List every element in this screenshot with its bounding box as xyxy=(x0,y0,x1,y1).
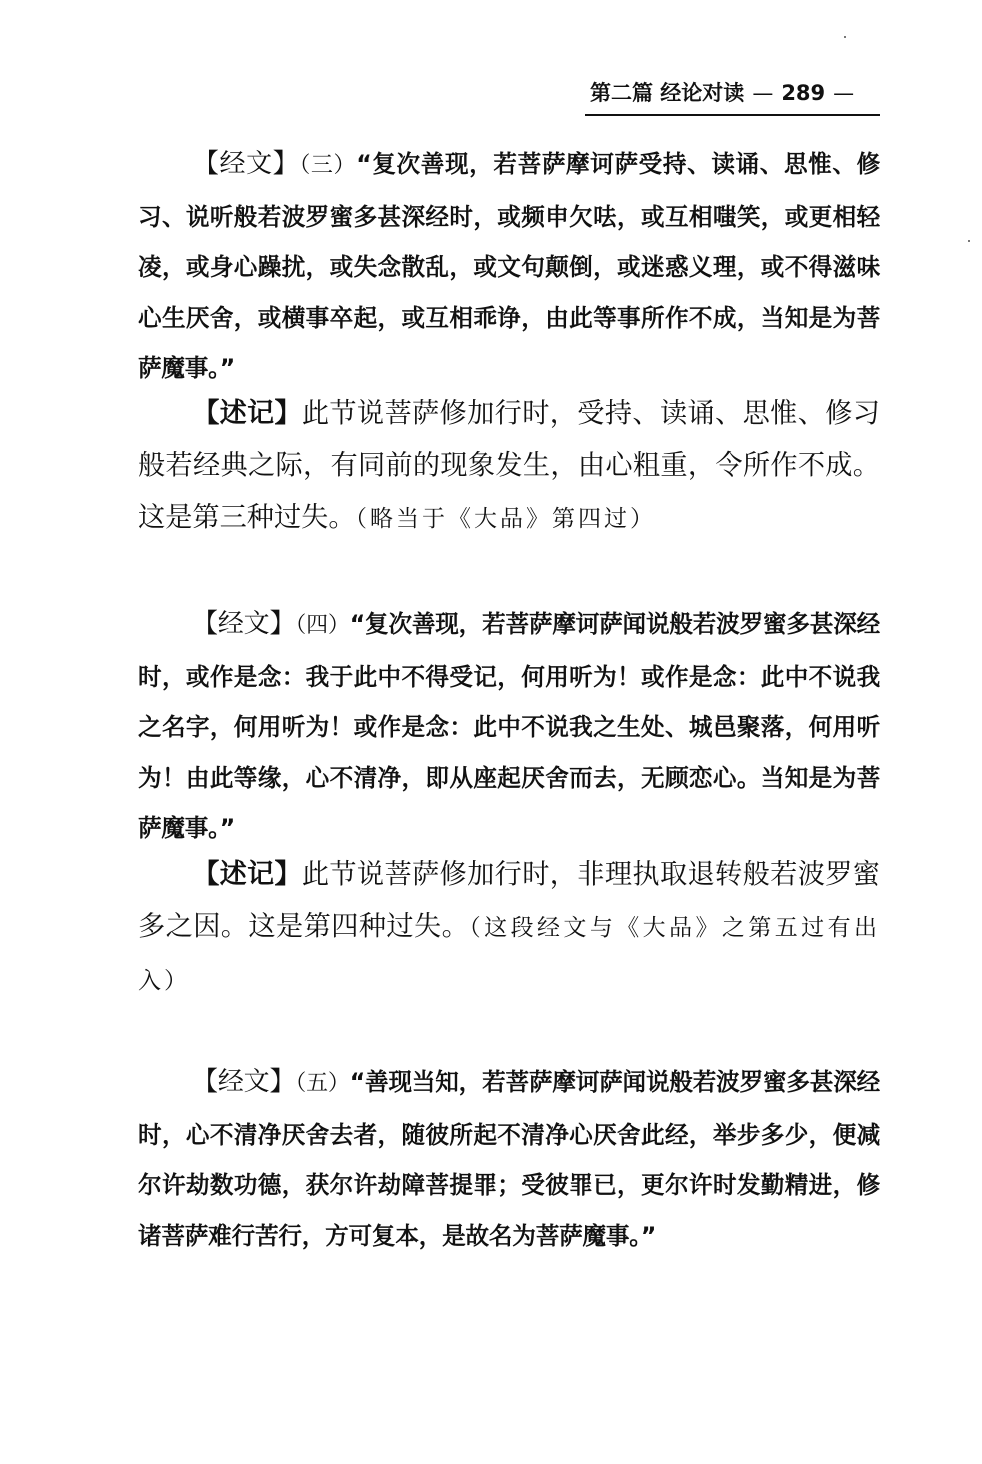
running-header xyxy=(590,78,880,108)
commentary-block-3 xyxy=(138,388,880,545)
commentary-block-4 xyxy=(138,849,880,1007)
section-number: （三） xyxy=(299,153,357,178)
sutra-text: “复次善现，若菩萨摩诃萨闻说般若波罗蜜多甚深经时，或作是念：我于此中不得受记，何用听为！或作是念：此中不说我之名字，何用听为！或作是念：此中不说我之生处、城邑聚落，何用听为！由此等缘，心不清净，即从座起厌舍而去，无顾恋心。当知是为菩萨魔事。” xyxy=(138,610,881,842)
sutra-text: “善现当知，若菩萨摩诃萨闻说般若波罗蜜多甚深经时，心不清净厌舍去者，随彼所起不清净心厌舍此经，举步多少，便减尔许劫数功德，获尔许劫障菩提罪；受彼罪已，更尔许时发勤精进，修诸菩萨难行苦行，方可复本，是故名为菩萨魔事。” xyxy=(138,1068,881,1250)
scan-speck xyxy=(844,36,846,38)
scan-speck xyxy=(968,240,970,242)
sutra-label: 【经文】 xyxy=(192,149,300,179)
header-rule xyxy=(585,114,880,116)
chapter-title: 第二篇 经论对读 xyxy=(590,81,745,105)
header-dash: — xyxy=(752,81,774,105)
header-dash: — xyxy=(833,81,855,105)
commentary-text: 此节说菩萨修加行时，非理执取退转般若波罗蜜多之因。这是第四种过失。 xyxy=(138,859,880,942)
sutra-text: “复次善现，若菩萨摩诃萨受持、读诵、思惟、修习、说听般若波罗蜜多甚深经时，或频申欠呿，或互相嗤笑，或更相轻凌，或身心躁扰，或失念散乱，或文句颠倒，或迷惑义理，或不得滋味心生厌舍，或横事卒起，或互相乖诤，由此等事所作不成，当知是为菩萨魔事。” xyxy=(138,150,881,382)
commentary-note: （这段经文与《大品》之第五过有出入） xyxy=(138,915,880,994)
sutra-block-4 xyxy=(138,599,880,854)
page-number: 289 xyxy=(781,81,826,105)
sutra-block-5 xyxy=(138,1057,880,1261)
commentary-label: 【述记】 xyxy=(192,398,302,429)
commentary-label: 【述记】 xyxy=(192,859,302,890)
commentary-note: （略当于《大品》第四过） xyxy=(355,506,657,532)
commentary-text: 此节说菩萨修加行时，受持、读诵、思惟、修习般若经典之际，有同前的现象发生，由心粗重，令所作不成。这是第三种过失。 xyxy=(138,398,880,533)
sutra-label: 【经文】 xyxy=(192,1067,296,1097)
section-number: （五） xyxy=(295,1071,350,1096)
sutra-block-3 xyxy=(138,139,880,394)
sutra-label: 【经文】 xyxy=(192,609,296,639)
section-number: （四） xyxy=(295,613,350,638)
